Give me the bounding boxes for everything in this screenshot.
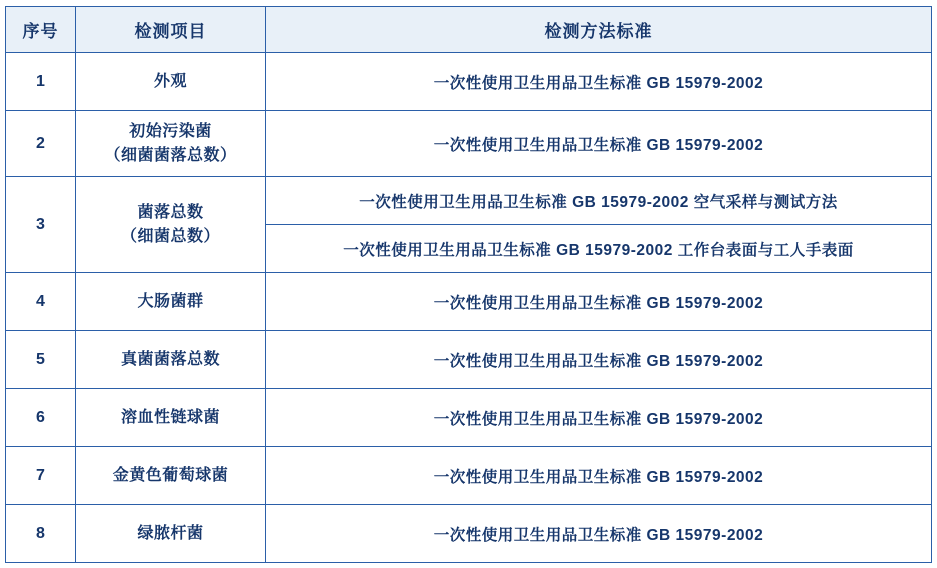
cell-no: 7: [6, 447, 76, 505]
cell-item: [76, 53, 266, 111]
cell-item-line: 溶血性链球菌: [120, 408, 220, 426]
cell-item: [76, 177, 266, 273]
inspection-standards-table: [5, 6, 932, 563]
table-row: [6, 331, 932, 389]
cell-item: [76, 389, 266, 447]
cell-item-line: （细菌总数）: [120, 227, 220, 245]
cell-item-line: 真菌菌落总数: [120, 350, 220, 368]
table-body: [6, 53, 932, 563]
cell-method: 一次性使用卫生用品卫生标准 GB 15979-2002 空气采样与测试方法: [266, 177, 932, 225]
table-row: [6, 447, 932, 505]
cell-item-line: 金黄色葡萄球菌: [112, 466, 229, 484]
cell-item-line: 大肠菌群: [137, 292, 204, 310]
column-header-method: 检测方法标准: [266, 7, 932, 53]
cell-method: 一次性使用卫生用品卫生标准 GB 15979-2002 工作台表面与工人手表面: [266, 225, 932, 273]
cell-no: 5: [6, 331, 76, 389]
cell-method: 一次性使用卫生用品卫生标准 GB 15979-2002: [266, 389, 932, 447]
cell-no: 1: [6, 53, 76, 111]
cell-method: 一次性使用卫生用品卫生标准 GB 15979-2002: [266, 505, 932, 563]
cell-method: 一次性使用卫生用品卫生标准 GB 15979-2002: [266, 331, 932, 389]
cell-item: [76, 111, 266, 177]
table-row: [6, 177, 932, 225]
table-row: [6, 111, 932, 177]
table-row: [6, 273, 932, 331]
cell-item-line: 菌落总数: [137, 203, 204, 221]
cell-item-line: 初始污染菌: [129, 122, 212, 140]
cell-no: 4: [6, 273, 76, 331]
column-header-item: 检测项目: [76, 7, 266, 53]
table-row: [6, 389, 932, 447]
table-header: [6, 7, 932, 53]
cell-method: 一次性使用卫生用品卫生标准 GB 15979-2002: [266, 273, 932, 331]
table-row: [6, 505, 932, 563]
cell-item: [76, 447, 266, 505]
cell-no: 8: [6, 505, 76, 563]
cell-item: [76, 273, 266, 331]
column-header-no: 序号: [6, 7, 76, 53]
cell-method: 一次性使用卫生用品卫生标准 GB 15979-2002: [266, 447, 932, 505]
cell-method: 一次性使用卫生用品卫生标准 GB 15979-2002: [266, 111, 932, 177]
table-header-row: [6, 7, 932, 53]
cell-item-line: （细菌菌落总数）: [104, 146, 237, 164]
cell-item: [76, 331, 266, 389]
cell-no: 6: [6, 389, 76, 447]
cell-no: 3: [6, 177, 76, 273]
cell-item-line: 外观: [153, 72, 187, 90]
cell-item: [76, 505, 266, 563]
cell-item-line: 绿脓杆菌: [137, 524, 204, 542]
table-row: [6, 53, 932, 111]
cell-method: 一次性使用卫生用品卫生标准 GB 15979-2002: [266, 53, 932, 111]
cell-no: 2: [6, 111, 76, 177]
